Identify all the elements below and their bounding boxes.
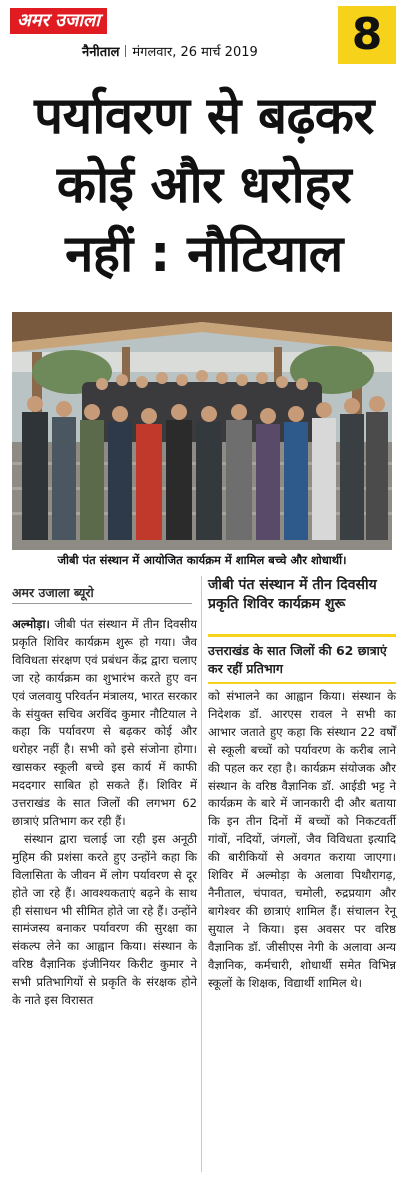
headline-line-2: कोई और धरोहर: [56, 156, 352, 215]
page-number-badge: 8: [338, 6, 396, 64]
byline: अमर उजाला ब्यूरो: [12, 585, 94, 600]
column-divider: [201, 576, 202, 1172]
byline-rule: [12, 603, 192, 604]
masthead: [0, 0, 408, 66]
photo-caption: जीबी पंत संस्थान में आयोजित कार्यक्रम में शामिल बच्चे और शोधार्थी।: [12, 550, 392, 570]
newspaper-logo: अमर उजाला: [10, 8, 107, 34]
article-dateline: अल्मोड़ा।: [12, 617, 50, 631]
article-column-2: [208, 688, 396, 992]
subhead-secondary: उत्तराखंड के सात जिलों की 62 छात्राएं कर रहीं प्रतिभाग: [208, 643, 387, 676]
article-paragraph: संस्थान द्वारा चलाई जा रही इस अनूठी मुहिम की प्रशंसा करते हुए उन्होंने कहा कि विलासिता के जीवन में लोग पर्यावरण से दूर होते जा रहे हैं। आवश्यकताएं बढ़ने के साथ ही संसाधन भी सीमित होते जा रहे हैं। उन्होंने सामंजस्य बनाकर पर्यावरण की सुरक्षा का संकल्प लेने का आह्वान किया। संस्थान के वरिष्ठ वैज्ञानिक इंजीनियर किरीट कुमार ने सभी प्रतिभागियों से प्रकृति के संरक्षक होने के नाते इस विरासत: [12, 831, 197, 1008]
headline-line-1: पर्यावरण से बढ़कर: [34, 87, 374, 146]
article-column-1: [12, 616, 197, 1010]
edition-date: मंगलवार, 26 मार्च 2019: [132, 45, 258, 60]
subhead-rule: [208, 634, 396, 637]
headline-line-3: नहीं : नौटियाल: [65, 225, 343, 284]
article-paragraph-text: जीबी पंत संस्थान में तीन दिवसीय प्रकृति शिविर कार्यक्रम शुरू हो गया। जैव विविधता संरक्षण एवं प्रबंधन केंद्र द्वारा चलाए जा रहे कार्यक्रम का शुभारंभ करते हुए वन एवं जलवायु परिवर्तन मंत्रालय, भारत सरकार के संयुक्त सचिव अरविंद कुमार नौटियाल ने कहा कि पर्यावरण से बढ़कर कोई और धरोहर नहीं है। सभी को इसे संजोना होगा। खासकर स्कूली बच्चे इस कार्य में काफी मददगार साबित हो सकते हैं। शिविर में उत्तराखंड के सात जिलों की लगभग 62 छात्राएं प्रतिभाग कर रही हैं।: [12, 617, 197, 828]
article-paragraph: [12, 616, 197, 831]
headline: [0, 82, 408, 289]
article-paragraph: को संभालने का आह्वान किया। संस्थान के निदेशक डॉ. आरएस रावल ने सभी का आभार जताते हुए कहा कि संस्थान 22 वर्षों से स्कूली बच्चों को पर्यावरण के करीब लाने की पहल कर रहा है। कार्यक्रम संयोजक और संस्थान के वरिष्ठ वैज्ञानिक डॉ. आईडी भट्ट ने कार्यक्रम के बारे में जानकारी दी और बताया कि इन तीन दिनों में बच्चों को निकटवर्ती गांवों, नदियों, जंगलों, जैव विविधता इत्यादि की बारीकियों से अवगत कराया जाएगा। शिविर में अल्मोड़ा के अलावा पिथौरागढ़, नैनीताल, चंपावत, चमोली, रुद्रप्रयाग और बागेश्वर की छात्राएं शामिल हैं। संचालन रेनू सुयाल ने किया। इस अवसर पर वरिष्ठ वैज्ञानिक डॉ. जीसीएस नेगी के अलावा अन्य वैज्ञानिक, कर्मचारी, शोधार्थी समेत विभिन्न स्कूलों के शिक्षक, विद्यार्थी शामिल थे।: [208, 689, 396, 990]
group-photo: [12, 312, 392, 550]
dateline: [82, 42, 258, 60]
group-photo-illustration: [12, 312, 392, 550]
edition-city: नैनीताल: [82, 45, 120, 60]
subhead-rule-bottom: [208, 682, 396, 684]
subhead-primary: जीबी पंत संस्थान में तीन दिवसीय प्रकृति शिविर कार्यक्रम शुरू: [208, 577, 377, 612]
dateline-divider: [125, 45, 126, 57]
